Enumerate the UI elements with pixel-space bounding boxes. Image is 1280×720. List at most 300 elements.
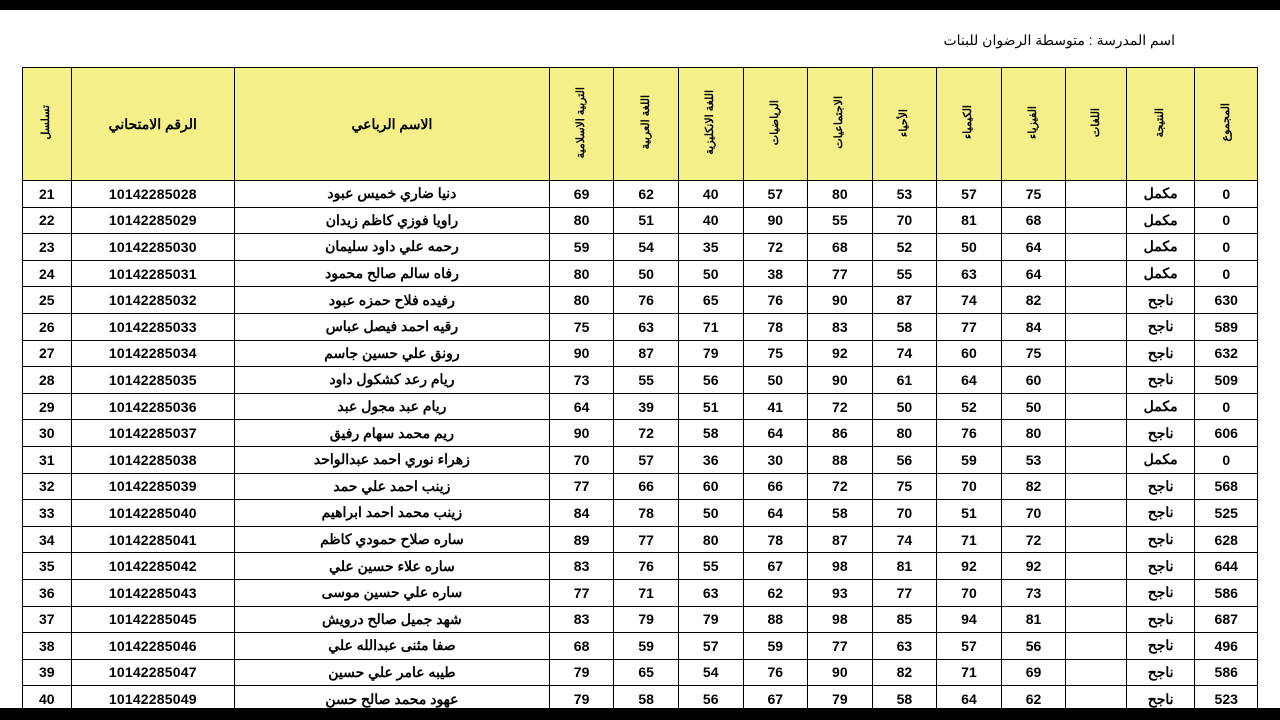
cell-chemistry: 63 (937, 260, 1002, 287)
cell-social: 72 (808, 473, 873, 500)
cell-islamic: 79 (549, 659, 614, 686)
col-header-total-label: المجموع (1219, 103, 1232, 142)
cell-social: 79 (808, 686, 873, 713)
cell-english: 55 (678, 553, 743, 580)
table-row (23, 181, 1258, 208)
cell-result: ناجح (1126, 659, 1195, 686)
cell-total: 0 (1195, 393, 1258, 420)
cell-english: 51 (678, 393, 743, 420)
cell-math: 76 (743, 659, 808, 686)
cell-english: 65 (678, 287, 743, 314)
cell-exam-number: 10142285033 (71, 313, 234, 340)
cell-english: 60 (678, 473, 743, 500)
col-header-arabic-label: اللغة العربية (639, 95, 652, 150)
cell-exam-number: 10142285039 (71, 473, 234, 500)
grades-table-container (22, 67, 1258, 713)
cell-physics: 64 (1001, 260, 1066, 287)
cell-math: 75 (743, 340, 808, 367)
cell-english: 80 (678, 526, 743, 553)
cell-langs (1066, 260, 1127, 287)
cell-sequence: 31 (23, 446, 72, 473)
cell-physics: 68 (1001, 207, 1066, 234)
cell-chemistry: 81 (937, 207, 1002, 234)
cell-social: 90 (808, 659, 873, 686)
cell-islamic: 69 (549, 181, 614, 208)
cell-student-name: ريام عبد مجول عبد (235, 393, 550, 420)
cell-math: 67 (743, 553, 808, 580)
cell-result: ناجح (1126, 633, 1195, 660)
cell-social: 77 (808, 633, 873, 660)
cell-sequence: 27 (23, 340, 72, 367)
cell-exam-number: 10142285037 (71, 420, 234, 447)
cell-langs (1066, 446, 1127, 473)
cell-arabic: 78 (614, 500, 679, 527)
col-header-english (678, 68, 743, 181)
cell-islamic: 68 (549, 633, 614, 660)
table-row (23, 260, 1258, 287)
cell-langs (1066, 393, 1127, 420)
cell-islamic: 70 (549, 446, 614, 473)
cell-sequence: 26 (23, 313, 72, 340)
col-header-islamic (549, 68, 614, 181)
cell-physics: 82 (1001, 287, 1066, 314)
cell-english: 40 (678, 207, 743, 234)
cell-biology: 82 (872, 659, 937, 686)
cell-math: 78 (743, 313, 808, 340)
cell-math: 76 (743, 287, 808, 314)
cell-chemistry: 57 (937, 181, 1002, 208)
cell-physics: 75 (1001, 181, 1066, 208)
cell-math: 72 (743, 234, 808, 261)
cell-result: ناجح (1126, 553, 1195, 580)
cell-sequence: 23 (23, 234, 72, 261)
col-header-result (1126, 68, 1195, 181)
cell-arabic: 63 (614, 313, 679, 340)
table-row (23, 500, 1258, 527)
cell-exam-number: 10142285045 (71, 606, 234, 633)
cell-math: 62 (743, 579, 808, 606)
cell-english: 79 (678, 340, 743, 367)
col-header-social-label: الاجتماعيات (833, 96, 846, 149)
cell-math: 88 (743, 606, 808, 633)
cell-exam-number: 10142285041 (71, 526, 234, 553)
cell-result: مكمل (1126, 446, 1195, 473)
cell-total: 0 (1195, 207, 1258, 234)
cell-chemistry: 77 (937, 313, 1002, 340)
cell-langs (1066, 287, 1127, 314)
cell-result: ناجح (1126, 606, 1195, 633)
cell-arabic: 51 (614, 207, 679, 234)
cell-result: ناجح (1126, 420, 1195, 447)
cell-langs (1066, 367, 1127, 394)
table-row (23, 313, 1258, 340)
table-header (23, 68, 1258, 181)
cell-student-name: ساره علاء حسين علي (235, 553, 550, 580)
cell-islamic: 77 (549, 579, 614, 606)
cell-islamic: 59 (549, 234, 614, 261)
cell-sequence: 25 (23, 287, 72, 314)
cell-biology: 81 (872, 553, 937, 580)
cell-langs (1066, 340, 1127, 367)
cell-biology: 53 (872, 181, 937, 208)
cell-physics: 69 (1001, 659, 1066, 686)
cell-sequence: 38 (23, 633, 72, 660)
table-row (23, 526, 1258, 553)
cell-biology: 70 (872, 207, 937, 234)
cell-total: 606 (1195, 420, 1258, 447)
cell-sequence: 33 (23, 500, 72, 527)
grades-table (22, 67, 1258, 713)
cell-english: 54 (678, 659, 743, 686)
cell-arabic: 57 (614, 446, 679, 473)
cell-biology: 87 (872, 287, 937, 314)
cell-chemistry: 74 (937, 287, 1002, 314)
cell-english: 35 (678, 234, 743, 261)
cell-social: 88 (808, 446, 873, 473)
cell-student-name: رحمه علي داود سليمان (235, 234, 550, 261)
cell-chemistry: 71 (937, 659, 1002, 686)
cell-physics: 81 (1001, 606, 1066, 633)
cell-biology: 80 (872, 420, 937, 447)
cell-result: مكمل (1126, 207, 1195, 234)
cell-arabic: 72 (614, 420, 679, 447)
cell-physics: 75 (1001, 340, 1066, 367)
col-header-social (808, 68, 873, 181)
cell-social: 58 (808, 500, 873, 527)
cell-arabic: 39 (614, 393, 679, 420)
cell-langs (1066, 207, 1127, 234)
cell-exam-number: 10142285047 (71, 659, 234, 686)
cell-result: ناجح (1126, 526, 1195, 553)
cell-english: 36 (678, 446, 743, 473)
cell-chemistry: 70 (937, 579, 1002, 606)
col-header-biology (872, 68, 937, 181)
cell-social: 68 (808, 234, 873, 261)
cell-langs (1066, 234, 1127, 261)
table-row (23, 234, 1258, 261)
cell-english: 40 (678, 181, 743, 208)
cell-exam-number: 10142285040 (71, 500, 234, 527)
col-header-seq-label: تسلسل (40, 105, 53, 140)
cell-islamic: 80 (549, 287, 614, 314)
table-row (23, 579, 1258, 606)
cell-result: ناجح (1126, 579, 1195, 606)
cell-chemistry: 50 (937, 234, 1002, 261)
col-header-english-label: اللغة الانكليزية (704, 90, 717, 155)
cell-total: 586 (1195, 579, 1258, 606)
cell-total: 632 (1195, 340, 1258, 367)
cell-chemistry: 70 (937, 473, 1002, 500)
col-header-islamic-label: التربية الاسلامية (575, 86, 588, 159)
cell-result: ناجح (1126, 473, 1195, 500)
cell-result: ناجح (1126, 686, 1195, 713)
table-row (23, 606, 1258, 633)
cell-math: 90 (743, 207, 808, 234)
cell-exam-number: 10142285032 (71, 287, 234, 314)
table-body (23, 181, 1258, 713)
cell-english: 58 (678, 420, 743, 447)
cell-math: 30 (743, 446, 808, 473)
cell-langs (1066, 659, 1127, 686)
cell-total: 589 (1195, 313, 1258, 340)
col-header-langs-label: اللغات (1089, 107, 1102, 138)
cell-student-name: صفا مثنى عبدالله علي (235, 633, 550, 660)
cell-exam-number: 10142285029 (71, 207, 234, 234)
cell-total: 568 (1195, 473, 1258, 500)
cell-islamic: 80 (549, 260, 614, 287)
col-header-math (743, 68, 808, 181)
cell-langs (1066, 606, 1127, 633)
cell-physics: 56 (1001, 633, 1066, 660)
school-name-header: اسم المدرسة : متوسطة الرضوان للبنات (943, 32, 1175, 48)
cell-result: مكمل (1126, 393, 1195, 420)
cell-chemistry: 71 (937, 526, 1002, 553)
table-row (23, 553, 1258, 580)
cell-islamic: 84 (549, 500, 614, 527)
cell-islamic: 83 (549, 553, 614, 580)
cell-math: 67 (743, 686, 808, 713)
cell-biology: 58 (872, 686, 937, 713)
cell-student-name: رقيه احمد فيصل عباس (235, 313, 550, 340)
cell-student-name: رفاه سالم صالح محمود (235, 260, 550, 287)
cell-english: 79 (678, 606, 743, 633)
cell-student-name: شهد جميل صالح درويش (235, 606, 550, 633)
cell-exam-number: 10142285036 (71, 393, 234, 420)
cell-chemistry: 64 (937, 686, 1002, 713)
col-header-chemistry-label: الكيمياء (962, 105, 975, 140)
cell-math: 66 (743, 473, 808, 500)
cell-physics: 70 (1001, 500, 1066, 527)
table-row (23, 686, 1258, 713)
cell-sequence: 40 (23, 686, 72, 713)
cell-sequence: 28 (23, 367, 72, 394)
cell-langs (1066, 473, 1127, 500)
cell-langs (1066, 686, 1127, 713)
cell-math: 59 (743, 633, 808, 660)
cell-exam-number: 10142285043 (71, 579, 234, 606)
cell-sequence: 39 (23, 659, 72, 686)
cell-langs (1066, 181, 1127, 208)
table-row (23, 633, 1258, 660)
cell-islamic: 89 (549, 526, 614, 553)
cell-total: 496 (1195, 633, 1258, 660)
cell-sequence: 22 (23, 207, 72, 234)
col-header-exam-number: الرقم الامتحاني (71, 68, 234, 181)
cell-arabic: 50 (614, 260, 679, 287)
cell-islamic: 75 (549, 313, 614, 340)
cell-langs (1066, 313, 1127, 340)
cell-math: 78 (743, 526, 808, 553)
cell-biology: 56 (872, 446, 937, 473)
cell-result: ناجح (1126, 313, 1195, 340)
table-row (23, 393, 1258, 420)
cell-arabic: 71 (614, 579, 679, 606)
cell-english: 63 (678, 579, 743, 606)
cell-islamic: 77 (549, 473, 614, 500)
cell-arabic: 66 (614, 473, 679, 500)
cell-langs (1066, 553, 1127, 580)
cell-physics: 73 (1001, 579, 1066, 606)
cell-physics: 53 (1001, 446, 1066, 473)
cell-total: 0 (1195, 260, 1258, 287)
cell-chemistry: 59 (937, 446, 1002, 473)
cell-social: 87 (808, 526, 873, 553)
col-header-physics-label: الفيزياء (1027, 106, 1040, 139)
cell-islamic: 64 (549, 393, 614, 420)
cell-total: 0 (1195, 234, 1258, 261)
cell-student-name: دنيا ضاري خميس عبود (235, 181, 550, 208)
cell-social: 90 (808, 367, 873, 394)
cell-total: 644 (1195, 553, 1258, 580)
cell-langs (1066, 579, 1127, 606)
cell-chemistry: 92 (937, 553, 1002, 580)
cell-student-name: زينب احمد علي حمد (235, 473, 550, 500)
cell-exam-number: 10142285049 (71, 686, 234, 713)
cell-arabic: 76 (614, 287, 679, 314)
cell-sequence: 34 (23, 526, 72, 553)
cell-arabic: 54 (614, 234, 679, 261)
cell-total: 687 (1195, 606, 1258, 633)
cell-total: 630 (1195, 287, 1258, 314)
table-row (23, 420, 1258, 447)
cell-exam-number: 10142285046 (71, 633, 234, 660)
cell-student-name: ريم محمد سهام رفيق (235, 420, 550, 447)
cell-chemistry: 52 (937, 393, 1002, 420)
col-header-total (1195, 68, 1258, 181)
cell-sequence: 35 (23, 553, 72, 580)
cell-total: 628 (1195, 526, 1258, 553)
cell-biology: 75 (872, 473, 937, 500)
cell-total: 525 (1195, 500, 1258, 527)
cell-student-name: ساره صلاح حمودي كاظم (235, 526, 550, 553)
table-row (23, 446, 1258, 473)
cell-sequence: 21 (23, 181, 72, 208)
cell-social: 98 (808, 606, 873, 633)
cell-exam-number: 10142285031 (71, 260, 234, 287)
cell-social: 55 (808, 207, 873, 234)
cell-social: 92 (808, 340, 873, 367)
cell-langs (1066, 633, 1127, 660)
cell-sequence: 24 (23, 260, 72, 287)
cell-sequence: 37 (23, 606, 72, 633)
col-header-physics (1001, 68, 1066, 181)
cell-islamic: 90 (549, 340, 614, 367)
cell-physics: 62 (1001, 686, 1066, 713)
cell-arabic: 77 (614, 526, 679, 553)
cell-langs (1066, 420, 1127, 447)
cell-social: 83 (808, 313, 873, 340)
cell-result: ناجح (1126, 340, 1195, 367)
cell-physics: 64 (1001, 234, 1066, 261)
col-header-name: الاسم الرباعي (235, 68, 550, 181)
cell-chemistry: 57 (937, 633, 1002, 660)
cell-student-name: عهود محمد صالح حسن (235, 686, 550, 713)
cell-arabic: 87 (614, 340, 679, 367)
header-row (23, 68, 1258, 181)
cell-physics: 60 (1001, 367, 1066, 394)
table-row (23, 287, 1258, 314)
col-header-result-label: النتيجة (1154, 107, 1167, 138)
cell-langs (1066, 500, 1127, 527)
col-header-seq (23, 68, 72, 181)
col-header-arabic (614, 68, 679, 181)
cell-islamic: 83 (549, 606, 614, 633)
cell-result: ناجح (1126, 500, 1195, 527)
col-header-chemistry (937, 68, 1002, 181)
cell-biology: 74 (872, 340, 937, 367)
cell-total: 509 (1195, 367, 1258, 394)
cell-islamic: 79 (549, 686, 614, 713)
cell-social: 77 (808, 260, 873, 287)
cell-sequence: 30 (23, 420, 72, 447)
cell-social: 90 (808, 287, 873, 314)
cell-result: مكمل (1126, 181, 1195, 208)
cell-total: 586 (1195, 659, 1258, 686)
cell-physics: 92 (1001, 553, 1066, 580)
cell-student-name: زهراء نوري احمد عبدالواحد (235, 446, 550, 473)
cell-student-name: راويا فوزي كاظم زيدان (235, 207, 550, 234)
cell-biology: 70 (872, 500, 937, 527)
cell-english: 50 (678, 500, 743, 527)
cell-biology: 55 (872, 260, 937, 287)
cell-biology: 58 (872, 313, 937, 340)
cell-sequence: 32 (23, 473, 72, 500)
cell-chemistry: 76 (937, 420, 1002, 447)
cell-total: 523 (1195, 686, 1258, 713)
table-row (23, 659, 1258, 686)
cell-chemistry: 60 (937, 340, 1002, 367)
cell-physics: 82 (1001, 473, 1066, 500)
cell-arabic: 55 (614, 367, 679, 394)
cell-exam-number: 10142285028 (71, 181, 234, 208)
cell-arabic: 58 (614, 686, 679, 713)
cell-sequence: 29 (23, 393, 72, 420)
cell-arabic: 59 (614, 633, 679, 660)
cell-result: مكمل (1126, 234, 1195, 261)
cell-islamic: 90 (549, 420, 614, 447)
cell-biology: 63 (872, 633, 937, 660)
cell-islamic: 80 (549, 207, 614, 234)
cell-arabic: 62 (614, 181, 679, 208)
cell-student-name: رونق علي حسين جاسم (235, 340, 550, 367)
cell-exam-number: 10142285034 (71, 340, 234, 367)
cell-result: ناجح (1126, 287, 1195, 314)
table-row (23, 207, 1258, 234)
cell-biology: 61 (872, 367, 937, 394)
cell-student-name: ساره علي حسين موسى (235, 579, 550, 606)
cell-exam-number: 10142285030 (71, 234, 234, 261)
col-header-biology-label: الأحياء (897, 108, 910, 137)
cell-math: 38 (743, 260, 808, 287)
cell-math: 50 (743, 367, 808, 394)
cell-english: 71 (678, 313, 743, 340)
cell-social: 93 (808, 579, 873, 606)
cell-student-name: زينب محمد احمد ابراهيم (235, 500, 550, 527)
table-row (23, 367, 1258, 394)
cell-arabic: 79 (614, 606, 679, 633)
cell-social: 72 (808, 393, 873, 420)
cell-physics: 50 (1001, 393, 1066, 420)
cell-sequence: 36 (23, 579, 72, 606)
cell-math: 64 (743, 500, 808, 527)
cell-biology: 77 (872, 579, 937, 606)
cell-chemistry: 64 (937, 367, 1002, 394)
cell-english: 56 (678, 686, 743, 713)
cell-exam-number: 10142285042 (71, 553, 234, 580)
cell-total: 0 (1195, 181, 1258, 208)
cell-math: 41 (743, 393, 808, 420)
table-row (23, 473, 1258, 500)
